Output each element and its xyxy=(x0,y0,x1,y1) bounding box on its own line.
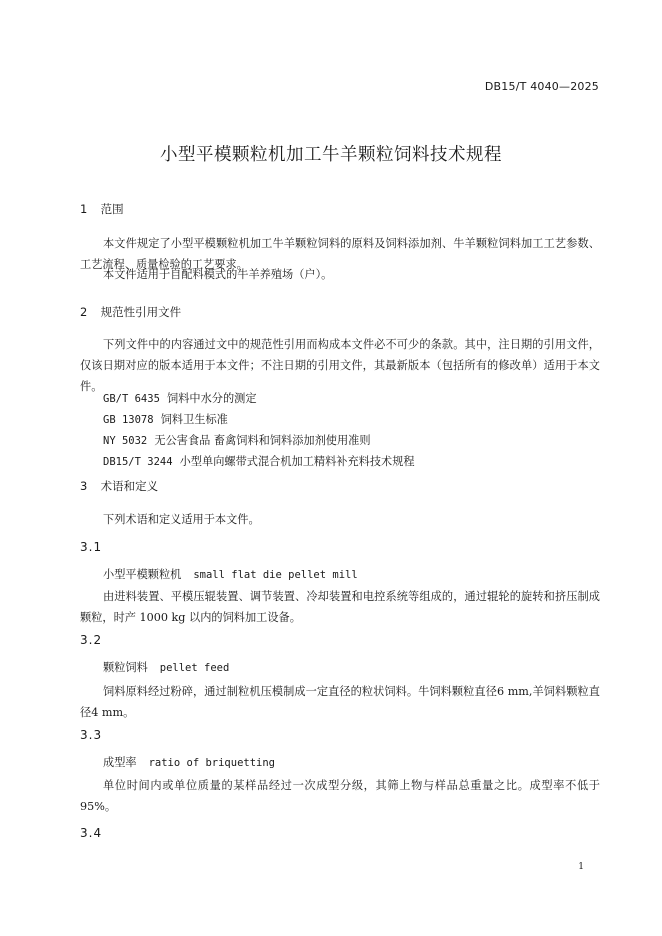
reference-name: 小型单向螺带式混合机加工精料补充料技术规程 xyxy=(179,455,415,468)
reference-name: 饲料中水分的测定 xyxy=(167,392,257,405)
section-title: 术语和定义 xyxy=(100,479,159,493)
reference-code: DB15/T 3244 xyxy=(103,456,173,468)
reference-name: 无公害食品 畜禽饲料和饲料添加剂使用准则 xyxy=(154,434,371,447)
term-number: 3.2 xyxy=(80,633,103,647)
section-3-heading xyxy=(80,478,158,494)
term-english: pellet feed xyxy=(159,662,230,674)
terms-intro: 下列术语和定义适用于本文件。 xyxy=(103,513,260,526)
reference-item xyxy=(103,453,415,469)
scope-paragraph-2: 本文件适用于自配料模式的牛羊养殖场（户）。 xyxy=(103,268,333,281)
section-number: 3 xyxy=(80,479,88,493)
section-title: 范围 xyxy=(100,202,124,216)
term-chinese: 颗粒饲料 xyxy=(103,661,148,674)
section-number: 1 xyxy=(80,202,88,216)
term-chinese: 小型平模颗粒机 xyxy=(103,568,182,581)
reference-name: 饲料卫生标准 xyxy=(160,413,228,426)
reference-item xyxy=(103,432,371,448)
term-english: ratio of briquetting xyxy=(148,757,276,769)
term-chinese: 成型率 xyxy=(103,756,137,769)
term-heading xyxy=(103,566,358,582)
term-heading xyxy=(103,659,229,675)
reference-item xyxy=(103,411,228,427)
document-title: 小型平模颗粒机加工牛羊颗粒饲料技术规程 xyxy=(160,145,502,165)
term-definition: 饲料原料经过粉碎，通过制粒机压模制成一定直径的粒状饲料。牛饲料颗粒直径6 mm,羊饲料颗粒直径4 mm。 xyxy=(80,685,600,719)
term-definition: 单位时间内或单位质量的某样品经过一次成型分级，其筛上物与样品总重量之比。成型率不低于95%。 xyxy=(80,779,600,813)
term-heading xyxy=(103,754,275,770)
reference-code: GB/T 6435 xyxy=(103,393,160,405)
page-number: 1 xyxy=(578,862,584,872)
section-number: 2 xyxy=(80,305,88,319)
term-english: small flat die pellet mill xyxy=(193,569,358,581)
reference-code: GB 13078 xyxy=(103,414,154,426)
document-code: DB15/T 4040—2025 xyxy=(484,80,599,93)
references-intro: 下列文件中的内容通过文中的规范性引用而构成本文件必不可少的条款。其中，注日期的引用文件，仅该日期对应的版本适用于本文件；不注日期的引用文件，其最新版本（包括所有的修改单）适用于本文件。 xyxy=(80,338,600,393)
scope-paragraph-1: 本文件规定了小型平模颗粒机加工牛羊颗粒饲料的原料及饲料添加剂、牛羊颗粒饲料加工工艺参数、工艺流程、质量检验的工艺要求。 xyxy=(80,237,600,271)
reference-code: NY 5032 xyxy=(103,435,148,447)
section-title: 规范性引用文件 xyxy=(100,305,182,319)
term-number: 3.3 xyxy=(80,728,103,742)
reference-item xyxy=(103,390,257,406)
section-1-heading xyxy=(80,201,124,217)
term-number: 3.4 xyxy=(80,826,103,840)
term-number: 3.1 xyxy=(80,540,103,554)
section-2-heading xyxy=(80,304,181,320)
term-definition: 由进料装置、平模压辊装置、调节装置、冷却装置和电控系统等组成的，通过辊轮的旋转和挤压制成颗粒，时产 1000 kg 以内的饲料加工设备。 xyxy=(80,590,600,624)
